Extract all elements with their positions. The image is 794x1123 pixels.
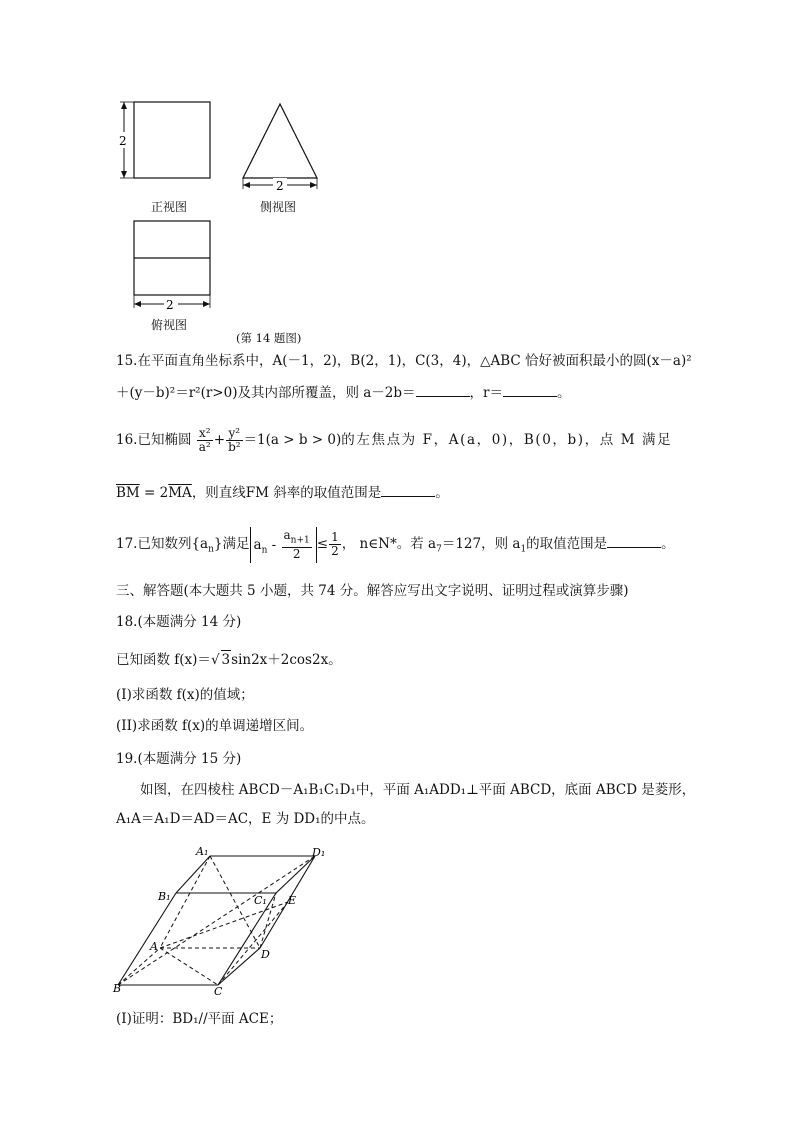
q16-blank bbox=[381, 484, 435, 497]
q16-condition: ＝1(a > b > 0) bbox=[243, 432, 342, 448]
q16-line1: 16.已知椭圆 $\frac{\text{x²}}{\text{a²}}$ + $\frac{\text{y²}}{\text{b²}}$ ＝1(a > b > 0)的左焦点为 F，A(a，0)，B(0，b)，点 M 满足 bbox=[116, 426, 673, 454]
q16-prefix: 16.已知椭圆 bbox=[116, 432, 192, 448]
label-d: D bbox=[261, 948, 270, 961]
front-dim-label: 2 bbox=[119, 134, 127, 148]
q15-text-c: 。 bbox=[557, 385, 571, 401]
q17-abs-expression: $a_n$ - $\frac{a_{n+1}}{2}$ bbox=[250, 527, 317, 563]
label-b: B bbox=[113, 982, 122, 995]
q19-title: 19.(本题满分 15 分) bbox=[116, 751, 242, 767]
q18-statement: 已知函数 f(x)＝√ 3sin2x＋2cos2x。 bbox=[116, 652, 342, 668]
q16-frac-y: $\frac{\text{y²}}{\text{b²}}$ bbox=[228, 426, 241, 454]
q16-line2: $\overline{BM} = 2\overline{MA}$，则直线FM 斜率的取值范围是 。 bbox=[116, 485, 449, 501]
section-3-heading: 三、解答题(本大题共 5 小题，共 74 分。解答应写出文字说明、证明过程或演算步骤) bbox=[116, 583, 629, 599]
q17-blank bbox=[607, 535, 661, 548]
q16-frac-x: $\frac{\text{x²}}{\text{a²}}$ bbox=[198, 426, 211, 454]
q18-part2: (II)求函数 f(x)的单调递增区间。 bbox=[116, 718, 314, 734]
q17-frac: $\frac{a_{n+1}}{2}$ bbox=[283, 527, 310, 562]
label-a1: A₁ bbox=[196, 845, 209, 858]
figure-14-caption: (第 14 题图) bbox=[236, 331, 302, 345]
label-e: E bbox=[288, 894, 297, 907]
side-view-caption: 侧视图 bbox=[260, 200, 297, 214]
top-dim-label: 2 bbox=[166, 298, 174, 312]
q16-vector-ma: $\overline{MA}$ bbox=[168, 485, 192, 501]
q17-half: $\frac{1}{2}$ bbox=[331, 530, 339, 558]
q16-rest: 的左焦点为 F，A(a，0)，B(0，b)，点 M 满足 bbox=[341, 432, 673, 448]
label-a: A bbox=[150, 940, 158, 953]
q17-line: 17.已知数列$\{a_n\}$满足 $a_n$ - $\frac{a_{n+1}}{2}$ ≤ $\frac{1}{2}$ ， n∈N*。若 $a_7=127$，则 $a_1$的取值范围是 。 bbox=[116, 527, 675, 562]
side-view-triangle bbox=[243, 104, 317, 178]
q18-title: 18.(本题满分 14 分) bbox=[116, 614, 242, 630]
front-view-square bbox=[134, 102, 210, 178]
top-view-caption: 俯视图 bbox=[151, 318, 188, 332]
q19-line2: A₁A＝A₁D＝AD＝AC，E 为 DD₁的中点。 bbox=[116, 811, 375, 827]
front-view-caption: 正视图 bbox=[151, 200, 188, 214]
q15-text-a: ＋(y－b)²＝r²(r>0)及其内部所覆盖，则 a－2b＝ bbox=[116, 385, 416, 401]
label-d1: D₁ bbox=[312, 846, 326, 859]
q19-part1: (I)证明：BD₁//平面 ACE； bbox=[116, 1011, 283, 1027]
q15-blank-2 bbox=[503, 384, 557, 397]
figure-14-three-views bbox=[110, 92, 350, 342]
q15-line2 bbox=[116, 384, 571, 402]
side-dim-label: 2 bbox=[276, 179, 284, 193]
label-b1: B₁ bbox=[158, 890, 171, 903]
q15-text-b: ，r＝ bbox=[469, 385, 504, 401]
q19-prism-figure bbox=[110, 840, 350, 1000]
q19-line1: 如图，在四棱柱 ABCD－A₁B₁C₁D₁中，平面 A₁ADD₁⊥平面 ABCD，底面 ABCD 是菱形， bbox=[140, 782, 696, 798]
label-c: C bbox=[214, 985, 223, 998]
q15-blank-1 bbox=[416, 384, 470, 397]
q18-part1: (I)求函数 f(x)的值域； bbox=[116, 687, 254, 703]
label-c1: C₁ bbox=[254, 894, 267, 907]
q16-vector-bm: $\overline{BM}$ bbox=[116, 485, 140, 501]
q16-line2-rest: ，则直线FM 斜率的取值范围是 bbox=[191, 485, 382, 501]
q15-line1: 15.在平面直角坐标系中，A(－1，2)，B(2，1)，C(3，4)，△ABC 恰好被面积最小的圆(x－a)² bbox=[116, 353, 692, 369]
